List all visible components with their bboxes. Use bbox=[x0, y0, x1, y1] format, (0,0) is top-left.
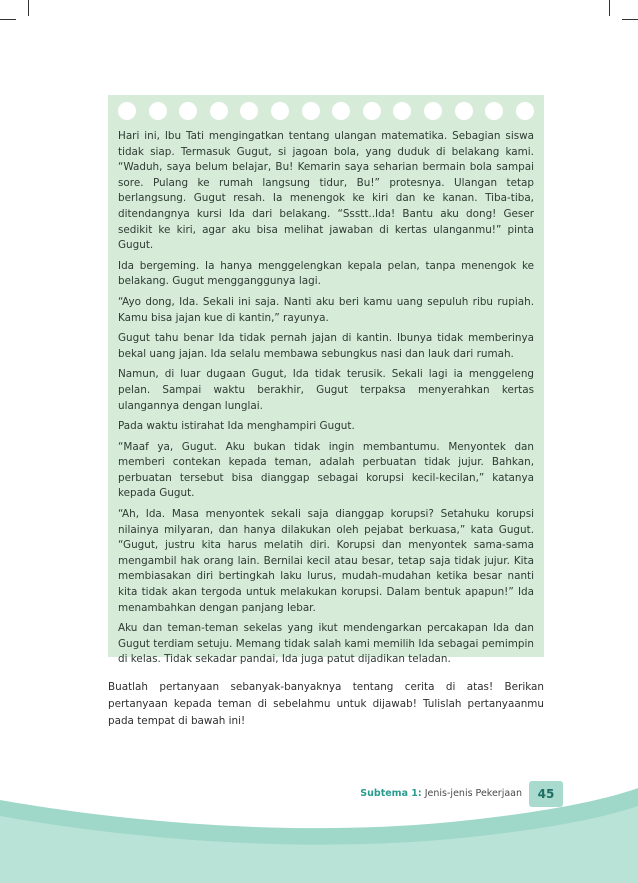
binder-ring-icon bbox=[302, 102, 320, 120]
story-paragraph: Aku dan teman-teman sekelas yang ikut mendengarkan percakapan Ida dan Gugut terdiam setuju. Memang tidak salah kami memilih Ida sebagai pemimpin di kelas. Tidak sekadar pandai, Ida juga patut dijadikan teladan. bbox=[118, 622, 534, 666]
binder-ring-icon bbox=[210, 102, 228, 120]
subtema-title: Jenis-jenis Pekerjaan bbox=[424, 788, 522, 799]
binder-ring-icon bbox=[455, 102, 473, 120]
story-paragraph: “Ayo dong, Ida. Sekali ini saja. Nanti aku beri kamu uang sepuluh ribu rupiah. Kamu bisa jajan kue di kantin,” rayunya. bbox=[118, 295, 534, 324]
binder-ring-icon bbox=[424, 102, 442, 120]
story-paragraph: “Ah, Ida. Masa menyontek sekali saja dianggap korupsi? Setahuku korupsi nilainya milyaran, dan hanya dilakukan oleh pejabat berkuasa,” kata Gugut. “Gugut, justru kita harus melatih diri. Korupsi dan menyontek sama-sama mengambil hak orang lain. Bernilai kecil atau besar, tetap saja tidak jujur. Kita membiasakan diri bertingkah laku lurus, mudah-mudahan ketika besar nanti kita tidak akan tergoda untuk melakukan korupsi. Dalam bentuk apapun!” Ida menambahkan dengan panjang lebar. bbox=[118, 508, 534, 614]
binder-ring-icon bbox=[149, 102, 167, 120]
binder-ring-icon bbox=[118, 102, 136, 120]
story-paragraph: Ida bergeming. Ia hanya menggelengkan kepala pelan, tanpa menengok ke belakang. Gugut mengganggunya lagi. bbox=[118, 259, 534, 288]
story-paragraph: Namun, di luar dugaan Gugut, Ida tidak terusik. Sekali lagi ia menggeleng pelan. Sampai waktu berakhir, Gugut terpaksa menyerahkan kertas ulangannya dengan lunglai. bbox=[118, 368, 534, 412]
crop-mark bbox=[609, 0, 610, 16]
binder-ring-icon bbox=[485, 102, 503, 120]
instruction-block bbox=[108, 679, 544, 730]
binder-ring-icon bbox=[179, 102, 197, 120]
binder-ring-icon bbox=[363, 102, 381, 120]
story-paragraph: Gugut tahu benar Ida tidak pernah jajan di kantin. Ibunya tidak memberinya bekal uang jajan. Ida selalu membawa sebungkus nasi dan lauk dari rumah. bbox=[118, 332, 534, 360]
story-text bbox=[118, 129, 534, 673]
crop-mark bbox=[28, 0, 29, 16]
story-paragraph: Pada waktu istirahat Ida menghampiri Gugut. bbox=[118, 420, 355, 433]
story-notepad bbox=[108, 95, 544, 666]
binder-ring-icon bbox=[516, 102, 534, 120]
page-number-badge bbox=[529, 781, 563, 807]
crop-mark bbox=[0, 19, 16, 20]
binder-rings bbox=[118, 101, 534, 121]
footer-subtema bbox=[300, 787, 522, 801]
binder-ring-icon bbox=[393, 102, 411, 120]
binder-ring-icon bbox=[240, 102, 258, 120]
instruction-text: Buatlah pertanyaan sebanyak-banyaknya tentang cerita di atas! Berikan pertanyaan kepada teman di sebelahmu untuk dijawab! Tulislah pertanyaanmu pada tempat di bawah ini! bbox=[108, 681, 544, 727]
binder-ring-icon bbox=[271, 102, 289, 120]
binder-ring-icon bbox=[332, 102, 350, 120]
story-paragraph: “Maaf ya, Gugut. Aku bukan tidak ingin membantumu. Menyontek dan memberi contekan kepada teman, adalah perbuatan tidak jujur. Bahkan, perbuatan tersebut bisa dianggap sebagai korupsi kecil-kecilan,” katanya kepada Gugut. bbox=[118, 440, 534, 500]
story-paragraph: Hari ini, Ibu Tati mengingatkan tentang ulangan matematika. Sebagian siswa tidak siap. Termasuk Gugut, si jagoan bola, yang duduk di belakang kami. “Waduh, saya belum belajar, Bu! Kemarin saya seharian bermain bola sampai sore. Pulang ke rumah langsung tidur, Bu!” protesnya. Ulangan tetap berlangsung. Gugut resah. Ia menengok ke kiri dan ke kanan. Tiba-tiba, ditendangnya kursi Ida dari belakang. “Ssstt..Ida! Bantu aku dong! Geser sedikit ke kiri, agar aku bisa melihat jawaban di kertas ulanganmu!” pinta Gugut. bbox=[118, 130, 534, 252]
crop-mark bbox=[622, 19, 638, 20]
subtema-label: Subtema 1: bbox=[360, 788, 422, 799]
page-number: 45 bbox=[537, 787, 555, 801]
